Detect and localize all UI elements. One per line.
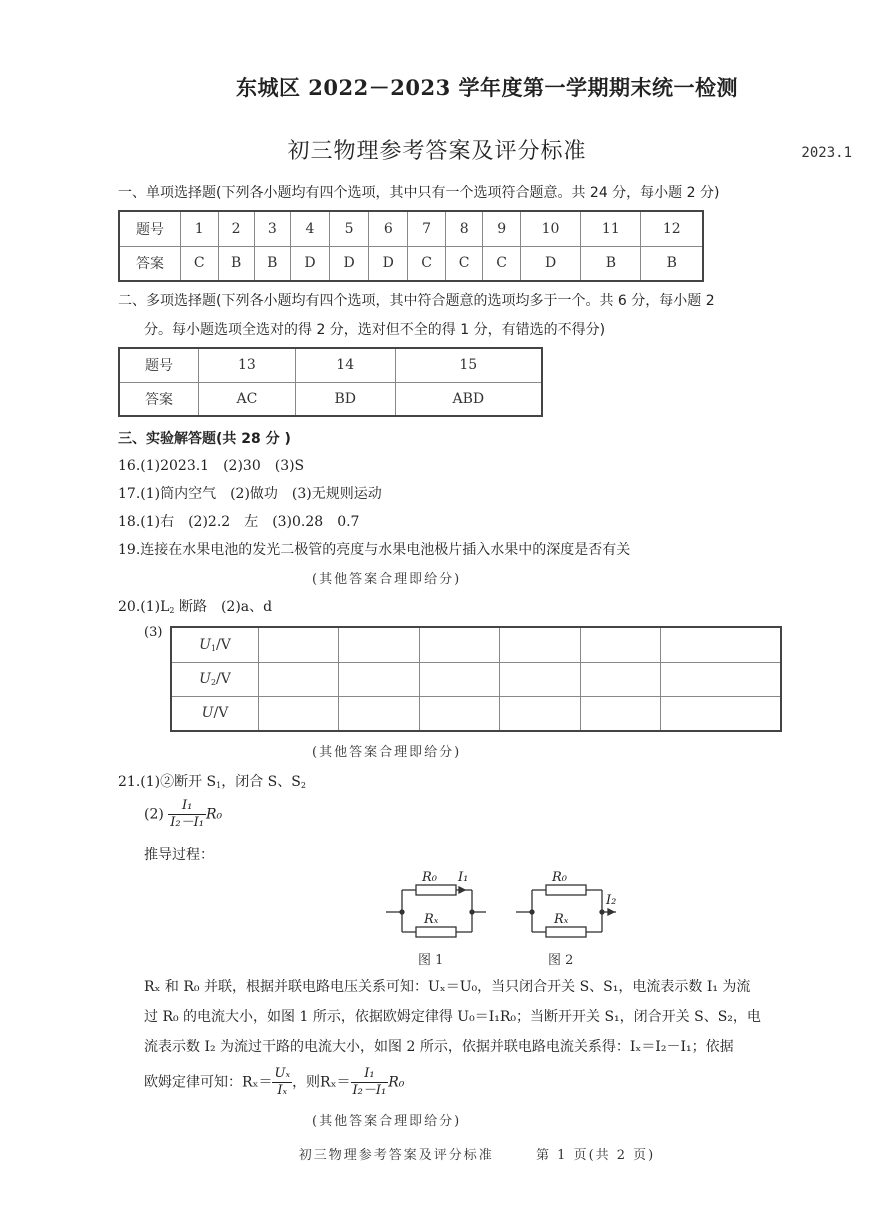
table-cell: C bbox=[483, 246, 521, 281]
derivation-line: Rₓ 和 R₀ 并联，根据并联电路电压关系可知：Uₓ＝U₀，当只闭合开关 S、S₁，电流表示数 I₁ 为流 bbox=[144, 979, 751, 995]
table-cell: 9 bbox=[483, 211, 521, 246]
q21-part2-label: (2) bbox=[144, 806, 164, 823]
table-cell: B bbox=[254, 246, 290, 281]
table-cell: C bbox=[181, 246, 219, 281]
answer-q16: 16.(1)2023.1 (2)30 (3)S bbox=[118, 458, 305, 474]
empty-cell bbox=[580, 662, 660, 696]
answer-q19: 19.连接在水果电池的发光二极管的亮度与水果电池极片插入水果中的深度是否有关 bbox=[118, 542, 631, 558]
row-label bbox=[171, 662, 259, 696]
section2-heading-line1: 二、多项选择题(下列各小题均有四个选项，其中符合题意的选项均多于一个。共 6 分，每小题 2 bbox=[118, 293, 715, 309]
q20-part3-label: (3) bbox=[144, 625, 163, 640]
page-number: 第 1 页(共 2 页) bbox=[536, 1148, 656, 1163]
figure-2-circuit bbox=[516, 885, 616, 937]
fig1-label-r0: R₀ bbox=[422, 870, 437, 885]
derivation-paragraph bbox=[144, 972, 856, 1099]
fig1-caption: 图 1 bbox=[418, 953, 444, 968]
section2-answer-table bbox=[118, 347, 543, 417]
table-cell: 5 bbox=[330, 211, 369, 246]
table-row bbox=[171, 662, 781, 696]
row-label: 题号 bbox=[119, 211, 181, 246]
table-cell: 6 bbox=[369, 211, 408, 246]
empty-cell bbox=[259, 696, 339, 731]
question-row bbox=[119, 211, 703, 246]
quantity-subscript: 1 bbox=[210, 643, 217, 653]
q21-part1-text: 21.(1)②断开 S bbox=[118, 774, 217, 790]
table-cell: D bbox=[369, 246, 408, 281]
exam-title: 东城区 2022－2023 学年度第一学期期末统一检测 bbox=[235, 75, 738, 100]
table-cell: 4 bbox=[290, 211, 329, 246]
empty-cell bbox=[259, 627, 339, 662]
q20-subscript: 2 bbox=[169, 606, 175, 615]
table-cell: BD bbox=[295, 382, 395, 416]
answer-q17: 17.(1)筒内空气 (2)做功 (3)无规则运动 bbox=[118, 486, 382, 502]
table-cell: 1 bbox=[181, 211, 219, 246]
quantity-symbol: U bbox=[199, 671, 211, 687]
quantity-unit: /V bbox=[213, 705, 229, 722]
quantity-unit: /V bbox=[216, 636, 231, 653]
quantity-unit: /V bbox=[216, 671, 231, 687]
answer-row bbox=[119, 246, 703, 281]
fig2-label-current: I₂ bbox=[606, 893, 617, 908]
quantity-symbol: U bbox=[199, 636, 211, 653]
derivation-line: 流表示数 I₂ 为流过干路的电流大小，如图 2 所示，依据并联电路电流关系得：Iₓ＝I₂－I₁；依据 bbox=[144, 1039, 734, 1055]
q21-sub1: 1 bbox=[216, 781, 222, 790]
table-cell: 15 bbox=[395, 348, 542, 382]
empty-cell bbox=[580, 696, 660, 731]
fraction-numerator: Uₓ bbox=[274, 1066, 291, 1081]
fraction-denominator: Iₓ bbox=[277, 1083, 288, 1098]
table-cell: C bbox=[445, 246, 483, 281]
circuit-diagrams bbox=[380, 868, 640, 974]
table-cell: D bbox=[290, 246, 329, 281]
answer-row bbox=[119, 382, 542, 416]
row-label: 答案 bbox=[119, 246, 181, 281]
fraction-numerator: I₁ bbox=[351, 1066, 389, 1083]
section1-answer-table bbox=[118, 210, 704, 282]
fig2-label-rx: Rₓ bbox=[554, 912, 569, 927]
quantity-symbol: U bbox=[201, 705, 214, 722]
empty-cell bbox=[580, 627, 660, 662]
question-row bbox=[119, 348, 542, 382]
table-cell: 10 bbox=[520, 211, 580, 246]
empty-cell bbox=[419, 662, 499, 696]
page-footer bbox=[0, 1144, 874, 1163]
section1-heading: 一、单项选择题(下列各小题均有四个选项，其中只有一个选项符合题意。共 24 分，每小题 2 分) bbox=[118, 185, 720, 201]
figure-1-circuit bbox=[386, 885, 486, 937]
final-prefix: 欧姆定律可知：Rₓ＝ bbox=[144, 1074, 273, 1091]
row-label: 题号 bbox=[119, 348, 199, 382]
fraction-ux-ix bbox=[272, 1066, 292, 1099]
fraction-denominator: I₂－I₁ bbox=[352, 1083, 387, 1098]
table-cell: 7 bbox=[408, 211, 446, 246]
fig2-caption: 图 2 bbox=[548, 953, 574, 968]
fig1-label-rx: Rₓ bbox=[424, 912, 439, 927]
table-cell: B bbox=[641, 246, 703, 281]
table-cell: 2 bbox=[218, 211, 254, 246]
document-date: 2023.1 bbox=[801, 145, 852, 161]
empty-cell bbox=[419, 696, 499, 731]
fraction-numerator: I₁ bbox=[168, 798, 206, 815]
section2-heading-line2: 分。每小题选项全选对的得 2 分，选对但不全的得 1 分，有错选的不得分) bbox=[144, 322, 606, 338]
final-tail: R₀ bbox=[388, 1074, 405, 1091]
table-cell: C bbox=[408, 246, 446, 281]
empty-cell bbox=[500, 627, 580, 662]
table-cell: B bbox=[581, 246, 641, 281]
row-label: 答案 bbox=[119, 382, 199, 416]
derivation-line: 过 R₀ 的电流大小，如图 1 所示，依据欧姆定律得 U₀＝I₁R₀；当断开开关 S₁，闭合开关 S、S₂，电 bbox=[144, 1009, 761, 1025]
table-cell: B bbox=[218, 246, 254, 281]
derivation-line-final bbox=[144, 1066, 856, 1099]
q20-part1-rest: 断路 (2)a、d bbox=[174, 599, 273, 615]
table-cell: ABD bbox=[395, 382, 542, 416]
table-cell: 12 bbox=[641, 211, 703, 246]
table-cell: 11 bbox=[581, 211, 641, 246]
row-label bbox=[171, 627, 259, 662]
table-cell: 3 bbox=[254, 211, 290, 246]
answer-q21-part1 bbox=[118, 771, 306, 791]
fraction-tail: R₀ bbox=[206, 806, 223, 823]
empty-cell bbox=[660, 696, 781, 731]
answer-q20-parts bbox=[118, 596, 272, 616]
fraction-result bbox=[351, 1066, 389, 1099]
empty-cell bbox=[660, 627, 781, 662]
q21-formula-fraction bbox=[168, 798, 206, 831]
empty-cell bbox=[259, 662, 339, 696]
table-cell: 14 bbox=[295, 348, 395, 382]
answer-q18: 18.(1)右 (2)2.2 左 (3)0.28 0.7 bbox=[118, 514, 360, 530]
empty-cell bbox=[500, 662, 580, 696]
fig1-label-current: I₁ bbox=[458, 870, 469, 885]
empty-cell bbox=[339, 696, 419, 731]
table-cell: D bbox=[520, 246, 580, 281]
empty-cell bbox=[500, 696, 580, 731]
q21-part1-mid: ，闭合 S、S bbox=[221, 774, 301, 790]
table-cell: 13 bbox=[199, 348, 296, 382]
final-mid: ，则Rₓ＝ bbox=[292, 1074, 351, 1091]
table-cell: 8 bbox=[445, 211, 483, 246]
answer-q21-part2 bbox=[144, 798, 222, 831]
table-cell: AC bbox=[199, 382, 296, 416]
fig2-label-r0: R₀ bbox=[552, 870, 567, 885]
q21-sub2: 2 bbox=[300, 781, 306, 790]
empty-cell bbox=[419, 627, 499, 662]
q20-part1: 20.(1)L bbox=[118, 599, 170, 615]
other-answers-note: (其他答案合理即给分) bbox=[312, 1114, 462, 1129]
footer-doc-title: 初三物理参考答案及评分标准 bbox=[298, 1148, 494, 1163]
other-answers-note: (其他答案合理即给分) bbox=[312, 745, 462, 760]
derivation-label: 推导过程： bbox=[144, 847, 214, 863]
fraction-denominator: I₂－I₁ bbox=[170, 815, 204, 830]
q20-data-table bbox=[170, 626, 782, 732]
empty-cell bbox=[339, 662, 419, 696]
table-row bbox=[171, 696, 781, 731]
empty-cell bbox=[339, 627, 419, 662]
table-row bbox=[171, 627, 781, 662]
section3-heading: 三、实验解答题(共 28 分 ) bbox=[118, 431, 291, 447]
other-answers-note: (其他答案合理即给分) bbox=[312, 572, 462, 587]
row-label bbox=[171, 696, 259, 731]
quantity-subscript: 2 bbox=[210, 678, 217, 687]
document-subtitle: 初三物理参考答案及评分标准 bbox=[287, 139, 587, 164]
empty-cell bbox=[660, 662, 781, 696]
table-cell: D bbox=[330, 246, 369, 281]
